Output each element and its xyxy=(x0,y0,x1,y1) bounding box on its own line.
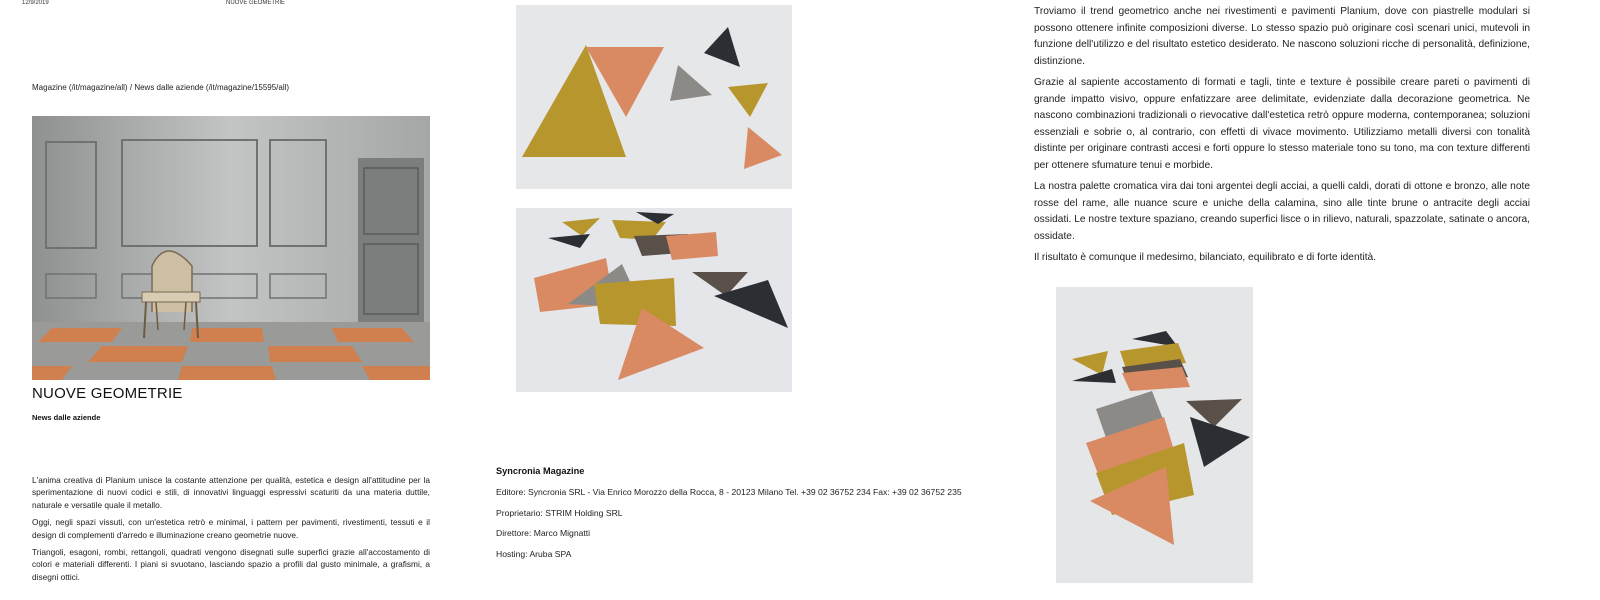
footer-editor: Editore: Syncronia SRL - Via Enrico Morozzo della Rocca, 8 - 20123 Milano Tel. +39 02 36752 234 Fax: +39 02 36752 235 xyxy=(496,487,962,497)
article-paragraph: L'anima creativa di Planium unisce la costante attenzione per qualità, estetica e design all'attitudine per la sperimentazione di nuovi codici e stili, di innovativi linguaggi espressivi scaturiti da una materia duttile, naturale e versatile quale il metallo. xyxy=(32,475,430,510)
article-paragraph: Grazie al sapiente accostamento di formati e tagli, tinte e texture è possibile creare pareti o pavimenti di grande impatto visivo, oppure enfatizzare aree delimitate, evidenziate dalla decorazione geometrica. Ne nascono combinazioni tradizionali o rievocative dall'estetica retrò oppure moderna, contemporanea; soluzioni essenziali e sobrie o, al contrario, con effetti di vivace movimento. Utilizziamo metalli diversi con tonalità distinte per originare contrasti accesi e forti oppure lo stesso materiale tono su tono, ma con texture differenti per ottenere sfumature tenui e morbide. xyxy=(1034,77,1530,171)
footer-magazine-name: Syncronia Magazine xyxy=(496,466,585,476)
breadcrumb-separator: / xyxy=(129,83,133,92)
article-paragraph: Triangoli, esagoni, rombi, rettangoli, quadrati vengono disegnati sulle superfici grazie all'accostamento di colori e materiali differenti. I piani si svuotano, lasciando spazio a profili dal gusto minimale, a grafismi, a disegni ottici. xyxy=(32,547,430,582)
article-paragraph: Troviamo il trend geometrico anche nei rivestimenti e pavimenti Planium, dove con piastrelle modulari si possono ottenere infinite composizioni diverse. Lo stesso spazio può originare così scenari unici, mutevoli in funzione dell'utilizzo e del risultato estetico desiderato. Ne nascono soluzioni ricche di personalità, definizione, distinzione. xyxy=(1034,6,1530,67)
article-paragraph: Il risultato è comunque il medesimo, bilanciato, equilibrato e di forte identità. xyxy=(1034,252,1377,263)
triangles-photo-3 xyxy=(1056,287,1253,583)
breadcrumb-news-link[interactable]: News dalle aziende (/it/magazine/15595/all) xyxy=(134,83,290,92)
breadcrumb-magazine-link[interactable]: Magazine (/it/magazine/all) xyxy=(32,83,128,92)
triangles-photo-2 xyxy=(516,208,792,392)
hero-room-photo xyxy=(32,116,430,380)
right-article-body xyxy=(1034,4,1530,272)
left-article-body xyxy=(32,474,430,588)
magazine-footer xyxy=(496,466,962,568)
footer-director: Direttore: Marco Mignatti xyxy=(496,528,591,538)
article-category: News dalle aziende xyxy=(32,413,101,422)
print-date: 12/9/2019 xyxy=(22,0,49,6)
article-paragraph: La nostra palette cromatica vira dai toni argentei degli acciai, a quelli caldi, dorati di ottone e bronzo, alle note rosse del rame, alle nuance scure e uniche della calamina, sino alle tinte brune o antracite degli acciai ossidati. Le nostre texture spaziano, creando superfici lisce o in rilievo, naturali, spazzolate, satinate o ancora, ossidate. xyxy=(1034,181,1530,242)
article-paragraph: Oggi, negli spazi vissuti, con un'estetica retrò e minimal, i pattern per pavimenti, rivestimenti, tessuti e il design di complementi d'arredo e illuminazione creano geometrie nuove. xyxy=(32,517,430,540)
footer-hosting: Hosting: Aruba SPA xyxy=(496,548,572,559)
footer-owner: Proprietario: STRIM Holding SRL xyxy=(496,507,623,518)
triangles-photo-1 xyxy=(516,5,792,189)
print-title: NUOVE GEOMETRIE xyxy=(226,0,286,6)
article-title: NUOVE GEOMETRIE xyxy=(32,385,183,402)
breadcrumb xyxy=(32,83,289,92)
